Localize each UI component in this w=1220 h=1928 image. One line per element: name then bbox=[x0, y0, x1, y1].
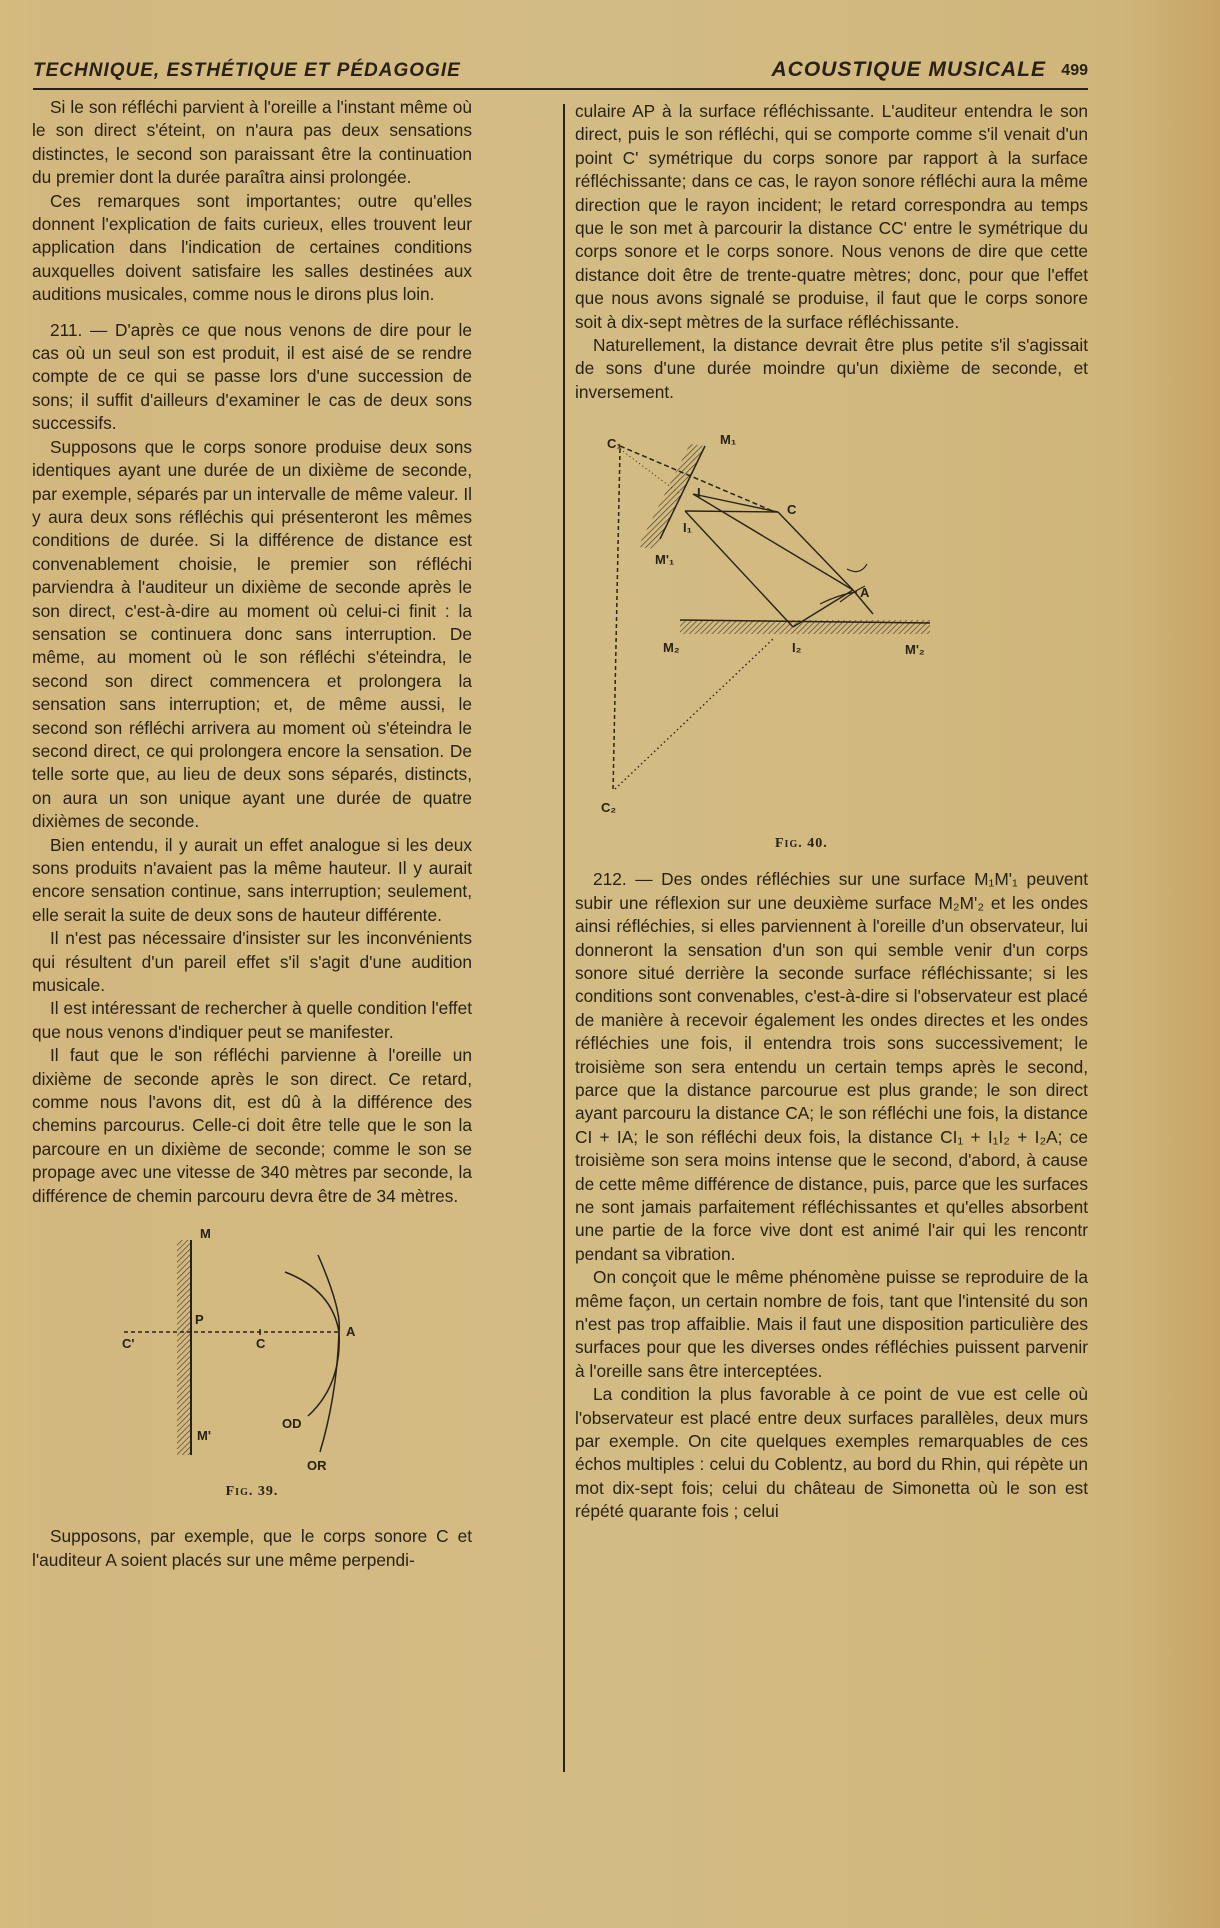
svg-text:C₁: C₁ bbox=[607, 436, 622, 452]
svg-text:M'₂: M'₂ bbox=[905, 642, 925, 658]
svg-text:M': M' bbox=[197, 1428, 211, 1444]
figure-39 bbox=[32, 1220, 472, 1525]
svg-text:I₂: I₂ bbox=[792, 640, 802, 656]
paragraph: Il faut que le son réfléchi parvienne à l'oreille un dixième de seconde après le son direct. Ce retard, comme nous l'avons dit, est dû à la différence des chemins parcourus. Celle-ci doit être telle que le son la parcoure en un dixième de seconde; comme le son se propage avec une vitesse de 340 mètres par seconde, la différence de chemin parcouru devra être de 34 mètres. bbox=[32, 1045, 472, 1206]
svg-text:C: C bbox=[787, 502, 797, 518]
figure-40 bbox=[575, 414, 1088, 854]
paragraph-section-211: 211. — D'après ce que nous venons de dire pour le cas où un seul son est produit, il est aisé de se rendre compte de ce qui se passe lors d'une succession de sons; il suffit d'ailleurs d'examiner le cas de deux sons successifs. bbox=[32, 319, 472, 434]
paragraph: Bien entendu, il y aurait un effet analogue si les deux sons produits n'avaient pas la même hauteur. Il y aurait encore sensation continue, sans interruption; seulement, elle serait la suite de deux sons de hauteur différente. bbox=[32, 834, 472, 925]
paragraph: Naturellement, la distance devrait être plus petite s'il s'agissait de sons d'une durée moindre qu'un dixième de seconde, et inversement. bbox=[575, 335, 1088, 402]
left-column bbox=[32, 96, 472, 1572]
figure-40-caption: Fig. 40. bbox=[775, 836, 828, 852]
svg-text:I: I bbox=[697, 485, 701, 501]
svg-text:M₂: M₂ bbox=[663, 640, 680, 656]
paragraph: La condition la plus favorable à ce point de vue est celle où l'observateur est placé entre deux surfaces parallèles, deux murs par exemple. On cite quelques exemples remarquables de ces échos multiples : celui du Coblentz, au bord du Rhin, qui répète un mot dix-sept fois; celui du château de Simonetta où le son est répété quarante fois ; celui bbox=[575, 1384, 1088, 1522]
paragraph: Ces remarques sont importantes; outre qu'elles donnent l'explication de faits curieux, elles trouvent leur application dans l'indication de certaines conditions auxquelles doivent satisfaire les salles destinées aux auditions musicales, comme nous le dirons plus loin. bbox=[32, 190, 472, 305]
svg-text:OD: OD bbox=[282, 1416, 302, 1432]
svg-text:C': C' bbox=[122, 1336, 135, 1352]
svg-text:A: A bbox=[346, 1324, 356, 1340]
paragraph: On conçoit que le même phénomène puisse se reproduire de la même façon, un certain nombre de fois, tant que l'intensité du son n'est pas trop affaiblie. Mais il faut une disposition particulière des surfaces pour que les diverses ondes réfléchies puissent parvenir à l'oreille sans être interceptées. bbox=[575, 1267, 1088, 1381]
paragraph-section-212: 212. — Des ondes réfléchies sur une surface M₁M'₁ peuvent subir une réflexion sur une deuxième surface M₂M'₂ et les ondes ainsi réfléchies, si elles parviennent à l'oreille d'un observateur, lui donneront la sensation d'un son qui semble venir d'un corps sonore situé derrière la seconde surface réfléchissante; si les conditions sont convenables, c'est-à-dire si l'observateur est placé de manière à recevoir également les ondes directes et les ondes réfléchies une fois, il entendra trois sons successivement; le troisième son sera entendu un certain temps après le second, parce que la distance parcourue est plus grande; le son direct ayant parcouru la distance CA; le son réfléchi une fois, la distance CI + IA; le son réfléchi deux fois, la distance CI₁ + I₁I₂ + I₂A; ce troisième son sera moins intense que le second, d'abord, à cause de cette même différence de distance, puis, parce que les surfaces ne sont jamais parfaitement réfléchissantes et qu'elles absorbent une partie de la force vive dont est animé l'air qui les rencontr pendant sa vibration. bbox=[575, 869, 1088, 1264]
svg-text:C: C bbox=[256, 1336, 266, 1352]
figure-39-diagram bbox=[32, 1220, 472, 1500]
header-left-title: TECHNIQUE, ESTHÉTIQUE ET PÉDAGOGIE bbox=[33, 60, 461, 81]
header-right-title: ACOUSTIQUE MUSICALE bbox=[771, 58, 1046, 81]
paragraph: Il n'est pas nécessaire d'insister sur les inconvénients qui résultent d'un pareil effet s'il s'agit d'une audition musicale. bbox=[32, 928, 472, 996]
column-divider bbox=[563, 104, 565, 1772]
svg-text:OR: OR bbox=[307, 1458, 327, 1474]
paragraph-continued: culaire AP à la surface réfléchissante. L'auditeur entendra le son direct, puis le son réfléchi, qui se comporte comme s'il venait d'un point C' symétrique du corps sonore par rapport à la surface réfléchissante; dans ce cas, le rayon sonore réfléchi aura la même direction que le rayon incident; le retard correspondra au temps que le son met à parcourir la distance CC' entre le symétrique du corps sonore et le corps sonore. Nous venons de dire que cette distance doit être de trente-quatre mètres; donc, pour que l'effet que nous avons signalé se produise, il faut que le corps sonore soit à dix-sept mètres de la surface réfléchissante. bbox=[575, 101, 1088, 332]
svg-text:I₁: I₁ bbox=[683, 520, 692, 536]
figure-40-diagram bbox=[575, 414, 1088, 824]
paragraph: Supposons que le corps sonore produise deux sons identiques ayant une durée de un dixième de seconde, par exemple, séparés par un intervalle de même valeur. Il y aura deux sons réfléchis qui présenteront les mêmes conditions de durée. Si la différence de distance est convenablement choisie, le premier son réfléchi parviendra à l'auditeur un dixième de seconde après le son direct, c'est-à-dire au moment où celui-ci finit : la sensation se continuera donc sans interruption. De même, au moment où le son réfléchi s'éteindra, le second son direct commencera et prolongera la sensation sans interruption; et, de même aussi, le second son réfléchi arrivera au moment où s'éteindra le second direct, ce qui prolongera encore la sensation. De telle sorte que, au lieu de deux sons séparés, distincts, on aura un son unique ayant une durée de quatre dixièmes de seconde. bbox=[32, 436, 472, 832]
svg-text:C₂: C₂ bbox=[601, 800, 617, 816]
svg-text:M: M bbox=[200, 1226, 211, 1242]
paragraph: Il est intéressant de rechercher à quelle condition l'effet que nous venons d'indiquer peut se manifester. bbox=[32, 998, 472, 1042]
paragraph: Supposons, par exemple, que le corps sonore C et l'auditeur A soient placés sur une même perpendi- bbox=[32, 1526, 472, 1570]
paragraph: Si le son réfléchi parvient à l'oreille a l'instant même où le son direct s'éteint, on n'aura pas deux sensations distinctes, le second son paraissant être la continuation du premier dont la durée paraîtra ainsi prolongée. bbox=[32, 97, 472, 188]
svg-text:P: P bbox=[195, 1312, 204, 1328]
page-number: 499 bbox=[1061, 62, 1088, 79]
running-header bbox=[33, 58, 1088, 90]
svg-text:M₁: M₁ bbox=[720, 432, 737, 448]
svg-text:A: A bbox=[860, 585, 870, 601]
right-column bbox=[575, 100, 1088, 1524]
figure-39-caption: Fig. 39. bbox=[225, 1484, 279, 1500]
svg-text:M'₁: M'₁ bbox=[655, 552, 675, 568]
